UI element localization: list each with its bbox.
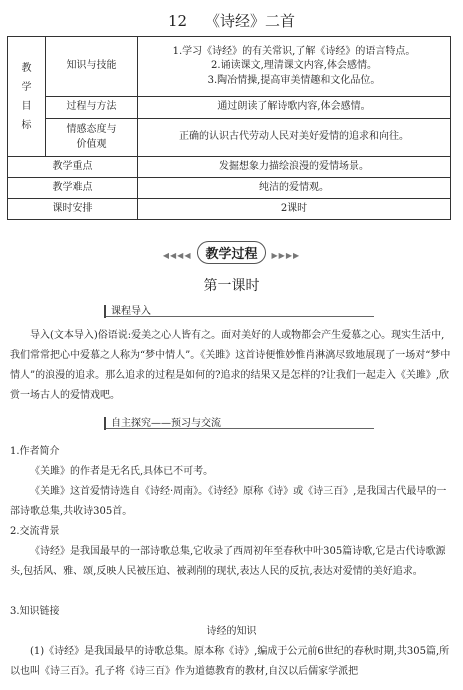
links-heading: 3.知识链接 [10, 606, 60, 617]
lesson-period-title: 第一课时 [203, 278, 260, 294]
key-point-label: 教学重点 [8, 157, 138, 178]
background-heading: 2.交流背景 [10, 526, 60, 537]
knowledge-item: 3.陶冶情操,提高审美情趣和文化品位。 [207, 74, 381, 86]
author-heading: 1.作者简介 [10, 446, 60, 457]
attitude-label: 情感态度与 价值观 [46, 119, 138, 157]
links-subtitle: 诗经的知识 [206, 626, 257, 637]
section-bar-icon [104, 305, 106, 318]
right-arrows-icon: ▶▶▶▶ [271, 251, 301, 260]
key-point-value: 发掘想象力描绘浪漫的爱情场景。 [138, 157, 451, 178]
teaching-process-banner [0, 241, 463, 264]
difficulty-label: 教学难点 [8, 178, 138, 199]
difficulty-value: 纯洁的爱情观。 [138, 178, 451, 199]
explore-section-heading: 自主探究——预习与交流 [104, 414, 374, 429]
author-paragraph-2: 《关雎》这首爱情诗选自《诗经·周南》。《诗经》原称《诗》或《诗三百》,是我国古代最早的一部诗歌总集,共收诗305首。 [10, 486, 447, 517]
schedule-label: 课时安排 [8, 199, 138, 220]
intro-section-heading: 课程导入 [104, 302, 374, 317]
lesson-number: 12 [167, 12, 188, 30]
section-bar-icon [104, 417, 106, 430]
schedule-value: 2课时 [138, 199, 451, 220]
knowledge-item: 2.诵读课文,理清课文内容,体会感情。 [211, 60, 377, 72]
banner-title: 教学过程 [197, 241, 265, 264]
teaching-plan-table [7, 36, 451, 220]
process-value: 通过朗读了解诗歌内容,体会感情。 [138, 97, 451, 119]
links-paragraph: (1)《诗经》是我国最早的诗歌总集。原本称《诗》,编成于公元前6世纪的春秋时期,共305篇,所以也叫《诗三百》。孔子将《诗三百》作为道德教育的教材,自汉以后儒家学派把 [10, 646, 450, 677]
lesson-title: 《诗经》二首 [205, 12, 296, 30]
lesson-heading [0, 10, 463, 31]
knowledge-items [138, 37, 451, 97]
process-label: 过程与方法 [46, 97, 138, 119]
author-paragraph-1: 《关雎》的作者是无名氏,具体已不可考。 [30, 466, 214, 477]
intro-paragraph: 导入(文本导入)俗语说:爱美之心人皆有之。面对美好的人或物都会产生爱慕之心。现实生活中,我们常常把心中爱慕之人称为“梦中情人”。《关雎》这首诗便惟妙惟肖淋漓尽致地展现了一场对“梦中情人”的浪漫的追求。那么追求的过程是如何的?追求的结果又是怎样的?让我们一起走入《关雎》,欣赏一场古人的爱情戏吧。 [10, 330, 451, 401]
attitude-value: 正确的认识古代劳动人民对美好爱情的追求和向往。 [138, 119, 451, 157]
knowledge-item: 1.学习《诗经》的有关常识,了解《诗经》的语言特点。 [172, 45, 416, 57]
left-arrows-icon: ◀◀◀◀ [162, 251, 192, 260]
teaching-goals-heading: 教 学 目 标 [8, 37, 46, 157]
knowledge-label: 知识与技能 [46, 37, 138, 97]
background-paragraph: 《诗经》是我国最早的一部诗歌总集,它收录了西周初年至春秋中叶305篇诗歌,它是古代诗歌源头,包括风、雅、颂,反映人民被压迫、被剥削的现状,表达人民的反抗,表达对爱情的美好追求。 [10, 546, 446, 577]
